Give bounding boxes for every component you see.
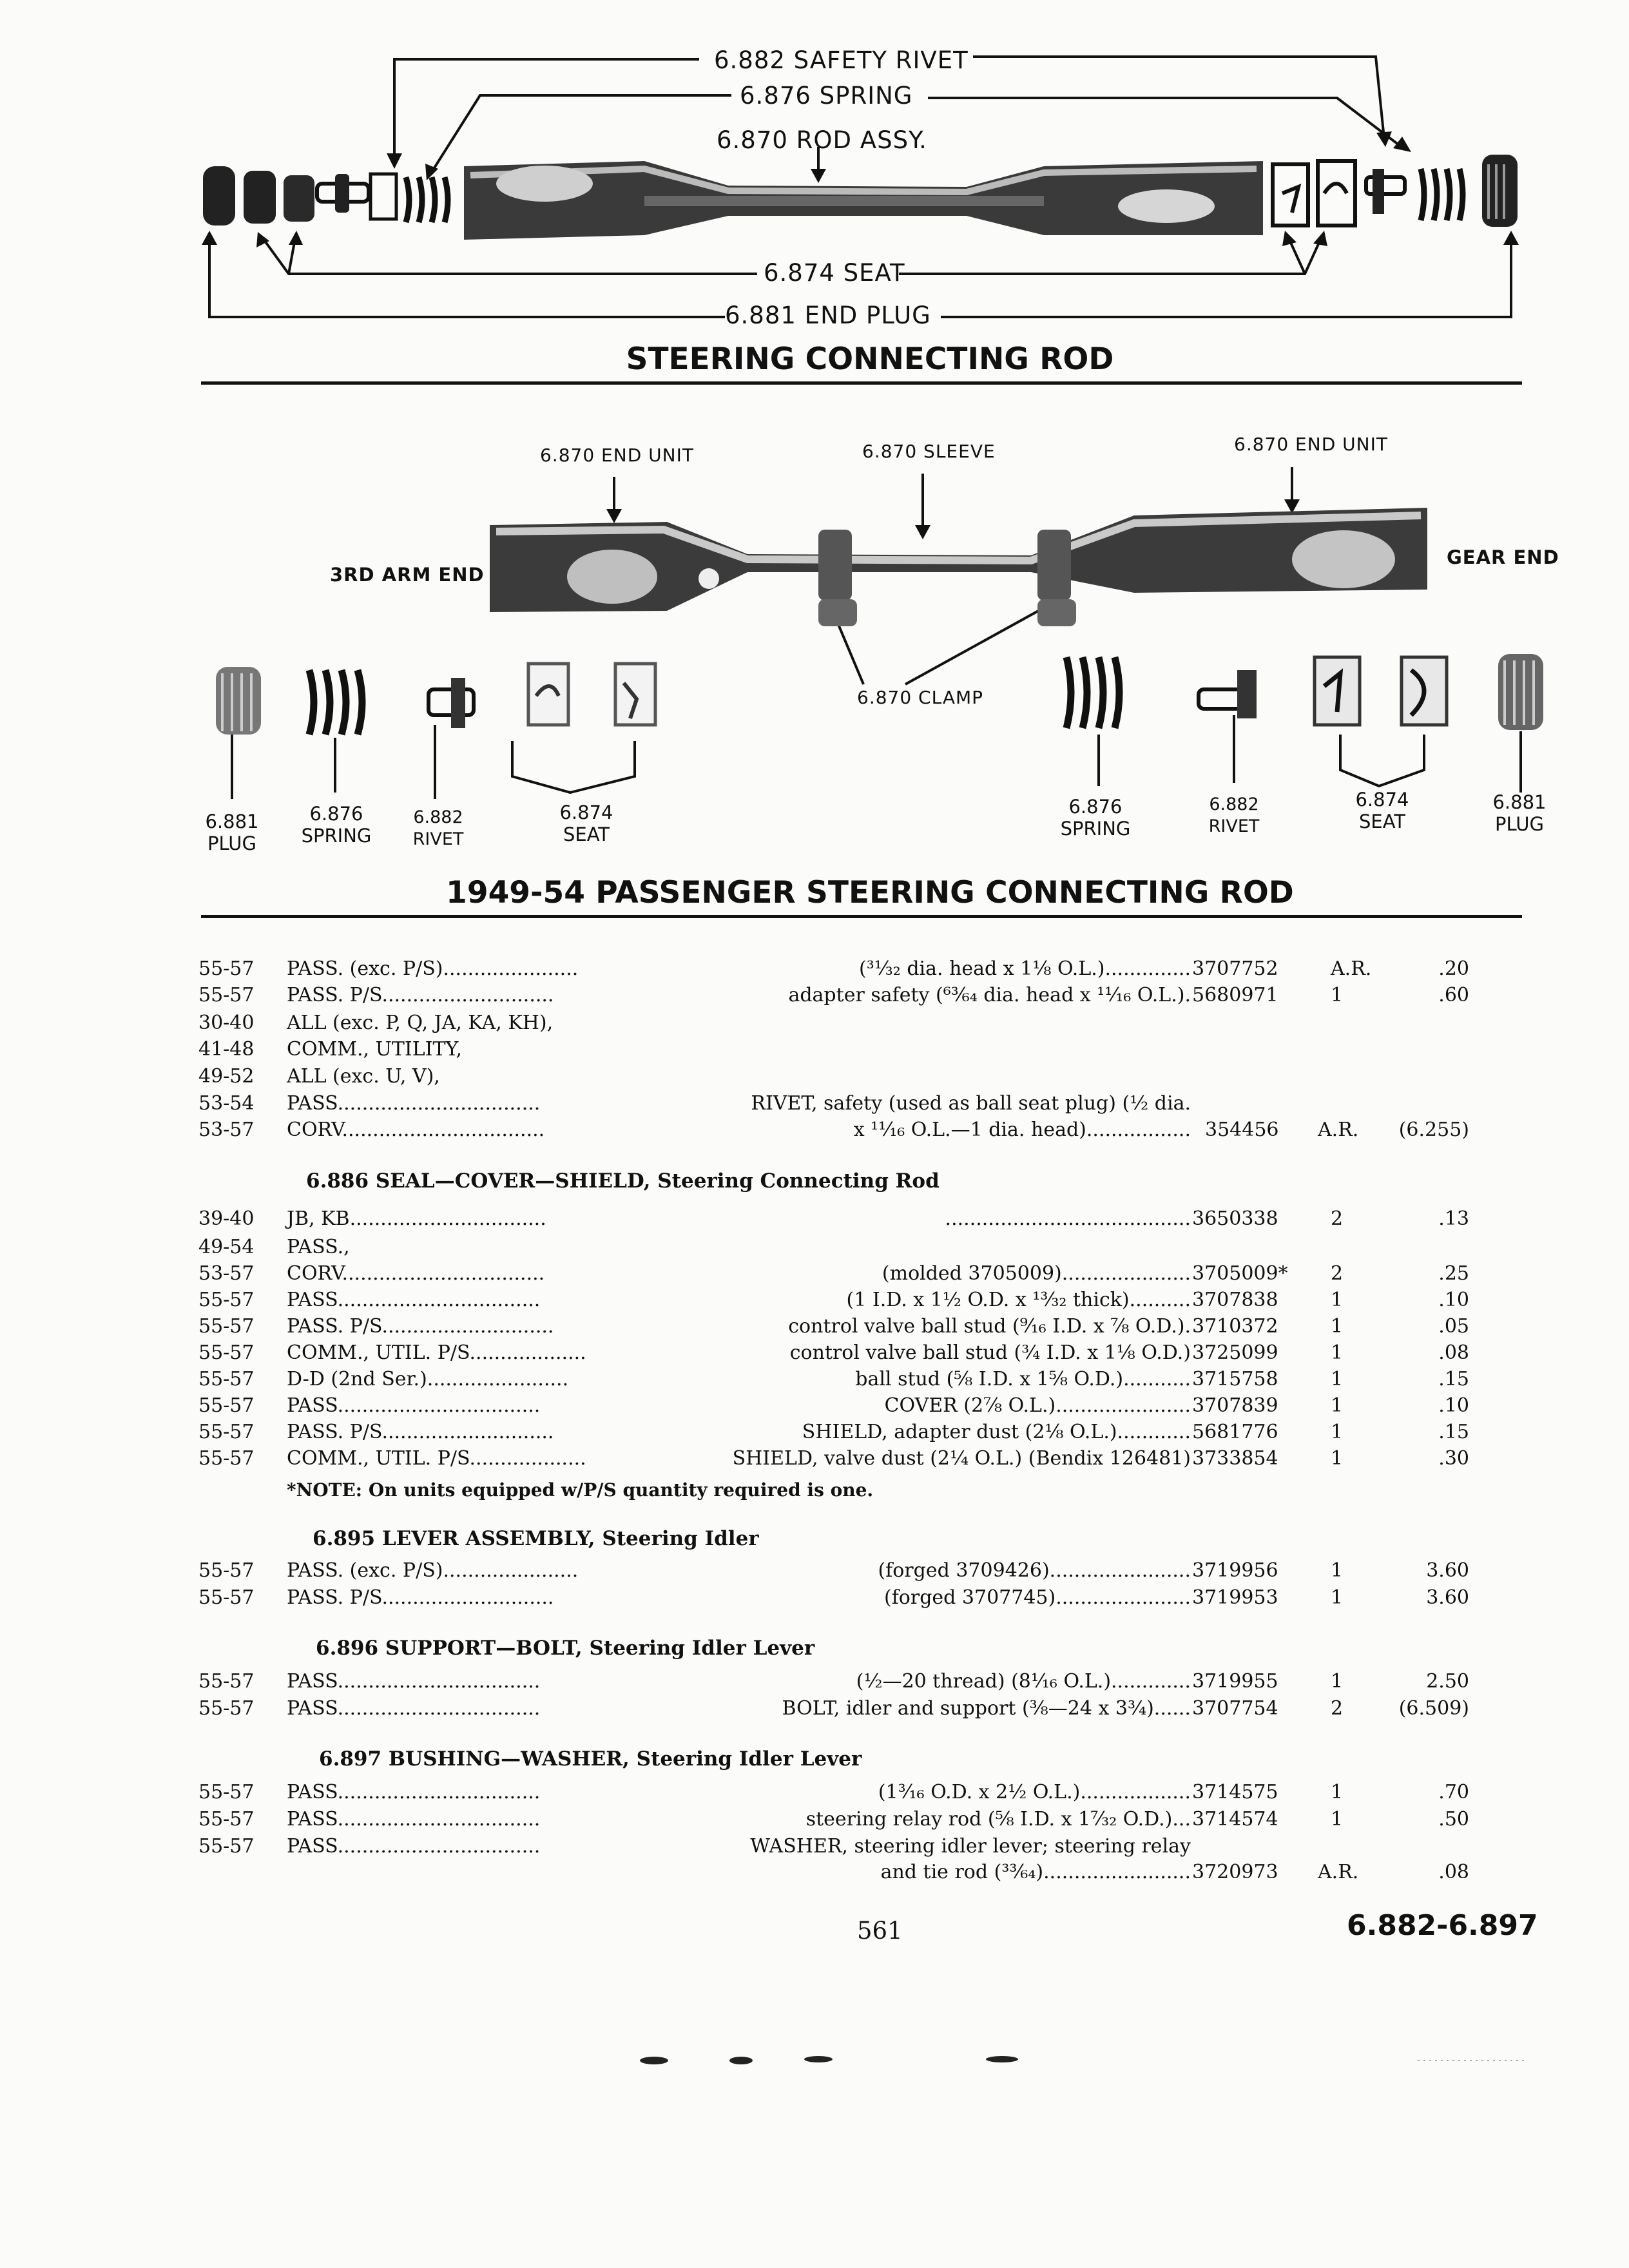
section-title-6896: 6.896 SUPPORT—BOLT, Steering Idler Lever (316, 1637, 815, 1660)
price: .10 (1438, 1289, 1469, 1311)
quantity: 1 (1331, 1394, 1344, 1417)
part-number: 3720973 (1192, 1861, 1278, 1883)
part-num: 6.876 (309, 803, 363, 825)
application: COMM., UTIL. P/S................... (287, 1341, 586, 1364)
description: (forged 3707745)...................... (883, 1586, 1191, 1609)
table-row (0, 1670, 1629, 1697)
part-label-spring-right (1054, 796, 1137, 840)
application: D-D (2nd Ser.)....................... (287, 1368, 569, 1390)
part-number: 3707839 (1192, 1394, 1278, 1417)
application: PASS................................. (287, 1781, 541, 1803)
page-number: 561 (857, 1917, 903, 1945)
description: (1 I.D. x 1½ O.D. x ¹³⁄₃₂ thick).......... (846, 1289, 1191, 1311)
price: (6.509) (1398, 1697, 1469, 1720)
description: COVER (2⅞ O.L.)...................... (884, 1394, 1191, 1417)
part-number: 3707752 (1192, 957, 1278, 980)
year: 49-52 (198, 1065, 255, 1088)
year: 55-57 (198, 1368, 255, 1390)
price: .60 (1438, 984, 1469, 1006)
application: PASS................................. (287, 1394, 541, 1417)
application: PASS., (287, 1236, 350, 1258)
application: PASS. P/S............................ (287, 1586, 554, 1609)
price: .10 (1438, 1394, 1469, 1417)
year: 55-57 (198, 1315, 255, 1338)
description: BOLT, idler and support (⅜—24 x 3¾)...... (782, 1697, 1191, 1720)
price: .08 (1438, 1861, 1469, 1883)
label-safety-rivet: 6.882 SAFETY RIVET (714, 46, 969, 74)
quantity: 1 (1331, 1421, 1344, 1443)
description: control valve ball stud (¾ I.D. x 1⅛ O.D.) (789, 1341, 1191, 1364)
part-label-plug-right (1487, 791, 1552, 835)
year: 53-57 (198, 1119, 255, 1141)
label-clamp: 6.870 CLAMP (857, 687, 984, 708)
table-row (0, 1341, 1629, 1369)
application: PASS................................. (287, 1670, 541, 1693)
small-parts-left (216, 664, 655, 735)
description: and tie rod (³³⁄₆₄)........................ (880, 1861, 1191, 1883)
application: PASS. P/S............................ (287, 984, 554, 1006)
divider (201, 915, 1522, 918)
price: .30 (1438, 1447, 1469, 1470)
part-number: 354456 (1205, 1119, 1279, 1141)
year: 53-57 (198, 1262, 255, 1285)
application: JB, KB................................ (287, 1207, 546, 1230)
part-number: 3714574 (1192, 1808, 1278, 1831)
application: COMM., UTIL. P/S................... (287, 1447, 586, 1470)
year: 55-57 (198, 1670, 255, 1693)
application: PASS. (exc. P/S)...................... (287, 957, 579, 980)
quantity: A.R. (1318, 1119, 1359, 1141)
part-number: 3707838 (1192, 1289, 1278, 1311)
section-title-6897: 6.897 BUSHING—WASHER, Steering Idler Lever (319, 1747, 862, 1771)
quantity: 1 (1331, 1670, 1344, 1693)
part-label-seat-left (554, 802, 619, 845)
label-end-unit-right: 6.870 END UNIT (1234, 434, 1388, 455)
table-row (0, 1394, 1629, 1421)
part-label-rivet-right (1199, 794, 1269, 838)
table-row (0, 1861, 1629, 1888)
table-row (0, 1092, 1629, 1119)
table-row (0, 1781, 1629, 1808)
description: control valve ball stud (⁹⁄₁₆ I.D. x ⅞ O.D.). (788, 1315, 1191, 1338)
quantity: 1 (1331, 1808, 1344, 1831)
year: 55-57 (198, 1447, 255, 1470)
application: CORV................................. (287, 1119, 545, 1141)
description: ........................................ (945, 1207, 1191, 1230)
year: 53-54 (198, 1092, 255, 1115)
description: steering relay rod (⅝ I.D. x 1⁷⁄₃₂ O.D.)... (805, 1808, 1191, 1831)
year: 55-57 (198, 1697, 255, 1720)
price: .13 (1438, 1207, 1469, 1230)
description: (½—20 thread) (8¹⁄₁₆ O.L.)............. (856, 1670, 1191, 1693)
label-3rd-arm-end: 3RD ARM END (330, 564, 485, 586)
price: 3.60 (1426, 1586, 1469, 1609)
part-label-seat-right (1347, 789, 1418, 832)
part-num: 6.882 (413, 807, 463, 827)
price: (6.255) (1398, 1119, 1469, 1141)
part-name: SEAT (563, 823, 610, 845)
quantity: 2 (1331, 1207, 1344, 1230)
part-number: 3733854 (1192, 1447, 1278, 1470)
table-row (0, 1236, 1629, 1263)
application: ALL (exc. U, V), (287, 1065, 440, 1088)
description: SHIELD, valve dust (2¼ O.L.) (Bendix 126481) (732, 1447, 1191, 1470)
price: .50 (1438, 1808, 1469, 1831)
price: 2.50 (1426, 1670, 1469, 1693)
year: 55-57 (198, 1341, 255, 1364)
price: .15 (1438, 1368, 1469, 1390)
part-num: 6.876 (1068, 796, 1123, 818)
year: 39-40 (198, 1207, 255, 1230)
description: adapter safety (⁶³⁄₆₄ dia. head x ¹¹⁄₁₆ O.L.). (788, 984, 1191, 1006)
part-number: 5680971 (1192, 984, 1278, 1006)
part-name: RIVET (1208, 816, 1260, 836)
quantity: 1 (1331, 1315, 1344, 1338)
description: (1³⁄₁₆ O.D. x 2½ O.L.).................. (878, 1781, 1191, 1803)
description: SHIELD, adapter dust (2⅛ O.L.)............ (802, 1421, 1191, 1443)
section-title-6886: 6.886 SEAL—COVER—SHIELD, Steering Connecting Rod (306, 1169, 940, 1193)
part-num: 6.882 (1209, 794, 1259, 814)
quantity: 1 (1331, 1289, 1344, 1311)
year: 41-48 (198, 1038, 255, 1061)
quantity: A.R. (1331, 957, 1372, 980)
price: .25 (1438, 1262, 1469, 1285)
part-num: 6.874 (559, 802, 613, 823)
table-row (0, 1421, 1629, 1448)
description: (molded 3705009)..................... (882, 1262, 1191, 1285)
year: 55-57 (198, 1835, 255, 1858)
description: ball stud (⅝ I.D. x 1⅝ O.D.)........... (855, 1368, 1191, 1390)
application: PASS................................. (287, 1697, 541, 1720)
page-range: 6.882-6.897 (1347, 1909, 1538, 1942)
part-name: SPRING (301, 825, 372, 847)
year: 55-57 (198, 1781, 255, 1803)
quantity: 1 (1331, 1586, 1344, 1609)
description: x ¹¹⁄₁₆ O.L.—1 dia. head)................. (853, 1119, 1191, 1141)
year: 49-54 (198, 1236, 255, 1258)
table-row (0, 1808, 1629, 1835)
part-name: RIVET (412, 829, 464, 849)
label-end-plug: 6.881 END PLUG (725, 302, 931, 329)
application: PASS................................. (287, 1835, 541, 1858)
part-number: 3650338 (1192, 1207, 1278, 1230)
table-row (0, 1262, 1629, 1289)
part-number: 3719955 (1192, 1670, 1278, 1693)
table-row (0, 1065, 1629, 1092)
part-label-plug-left (205, 811, 259, 854)
table-row (0, 1697, 1629, 1724)
section-title-6895: 6.895 LEVER ASSEMBLY, Steering Idler (313, 1527, 759, 1550)
price: .08 (1438, 1341, 1469, 1364)
application: PASS................................. (287, 1289, 541, 1311)
application: PASS. P/S............................ (287, 1421, 554, 1443)
part-num: 6.881 (205, 811, 259, 832)
application: PASS................................. (287, 1808, 541, 1831)
application: COMM., UTILITY, (287, 1038, 462, 1061)
year: 55-57 (198, 1421, 255, 1443)
part-number: 3715758 (1192, 1368, 1278, 1390)
table-row (0, 984, 1629, 1011)
year: 55-57 (198, 984, 255, 1006)
quantity: 1 (1331, 1341, 1344, 1364)
rod-body (490, 508, 1427, 626)
part-label-rivet-left (406, 807, 470, 850)
description: WASHER, steering idler lever; steering relay (750, 1835, 1191, 1858)
label-gear-end: GEAR END (1447, 546, 1559, 568)
table-row (0, 1012, 1629, 1039)
part-num: 6.874 (1355, 789, 1409, 811)
quantity: 1 (1331, 1447, 1344, 1470)
quantity: 1 (1331, 1559, 1344, 1582)
price: .20 (1438, 957, 1469, 980)
label-rod-assy: 6.870 ROD ASSY. (717, 126, 927, 154)
part-name: SPRING (1060, 818, 1131, 840)
part-num: 6.881 (1492, 791, 1547, 813)
year: 55-57 (198, 957, 255, 980)
part-label-spring-left (298, 803, 375, 847)
part-number: 5681776 (1192, 1421, 1278, 1443)
part-number: 3710372 (1192, 1315, 1278, 1338)
year: 55-57 (198, 1394, 255, 1417)
price: .05 (1438, 1315, 1469, 1338)
table-row (0, 957, 1629, 985)
year: 55-57 (198, 1586, 255, 1609)
quantity: 1 (1331, 1781, 1344, 1803)
small-parts-right (1066, 654, 1543, 730)
table-row (0, 1368, 1629, 1395)
table-row (0, 1559, 1629, 1586)
table-row (0, 1038, 1629, 1065)
label-sleeve: 6.870 SLEEVE (862, 441, 996, 462)
part-number: 3719953 (1192, 1586, 1278, 1609)
caption-1949-54-rod: 1949-54 PASSENGER STEERING CONNECTING ROD (446, 875, 1294, 910)
part-name: PLUG (207, 832, 256, 854)
part-number: 3707754 (1192, 1697, 1278, 1720)
part-number: 3725099 (1192, 1341, 1278, 1364)
application: CORV................................. (287, 1262, 545, 1285)
caption-steering-connecting-rod: STEERING CONNECTING ROD (626, 341, 1114, 377)
table-row (0, 1835, 1629, 1862)
label-seat: 6.874 SEAT (764, 259, 905, 287)
quantity: 2 (1331, 1262, 1344, 1285)
year: 55-57 (198, 1289, 255, 1311)
part-number: 3714575 (1192, 1781, 1278, 1803)
year: 55-57 (198, 1808, 255, 1831)
quantity: 2 (1331, 1697, 1344, 1720)
table-row (0, 1586, 1629, 1613)
year: 30-40 (198, 1012, 255, 1034)
description: (forged 3709426)....................... (878, 1559, 1191, 1582)
part-name: SEAT (1358, 811, 1406, 832)
description: (³¹⁄₃₂ dia. head x 1⅛ O.L.).............. (858, 957, 1191, 980)
description: RIVET, safety (used as ball seat plug) (½ dia. (751, 1092, 1191, 1115)
year: 55-57 (198, 1559, 255, 1582)
note-power-steering: *NOTE: On units equipped w/P/S quantity required is one. (287, 1479, 874, 1501)
table-row (0, 1289, 1629, 1316)
application: ALL (exc. P, Q, JA, KA, KH), (287, 1012, 554, 1034)
part-name: PLUG (1495, 813, 1544, 835)
part-number: 3719956 (1192, 1559, 1278, 1582)
application: PASS. P/S............................ (287, 1315, 554, 1338)
quantity: 1 (1331, 1368, 1344, 1390)
quantity: A.R. (1318, 1861, 1359, 1883)
table-row (0, 1119, 1629, 1146)
part-number: 3705009* (1192, 1262, 1288, 1285)
label-end-unit-left: 6.870 END UNIT (540, 445, 694, 466)
application: PASS................................. (287, 1092, 541, 1115)
quantity: 1 (1331, 984, 1344, 1006)
price: .15 (1438, 1421, 1469, 1443)
table-row (0, 1207, 1629, 1235)
table-row (0, 1315, 1629, 1342)
price: 3.60 (1426, 1559, 1469, 1582)
label-spring: 6.876 SPRING (740, 82, 913, 110)
price: .70 (1438, 1781, 1469, 1803)
table-row (0, 1447, 1629, 1474)
application: PASS. (exc. P/S)...................... (287, 1559, 579, 1582)
